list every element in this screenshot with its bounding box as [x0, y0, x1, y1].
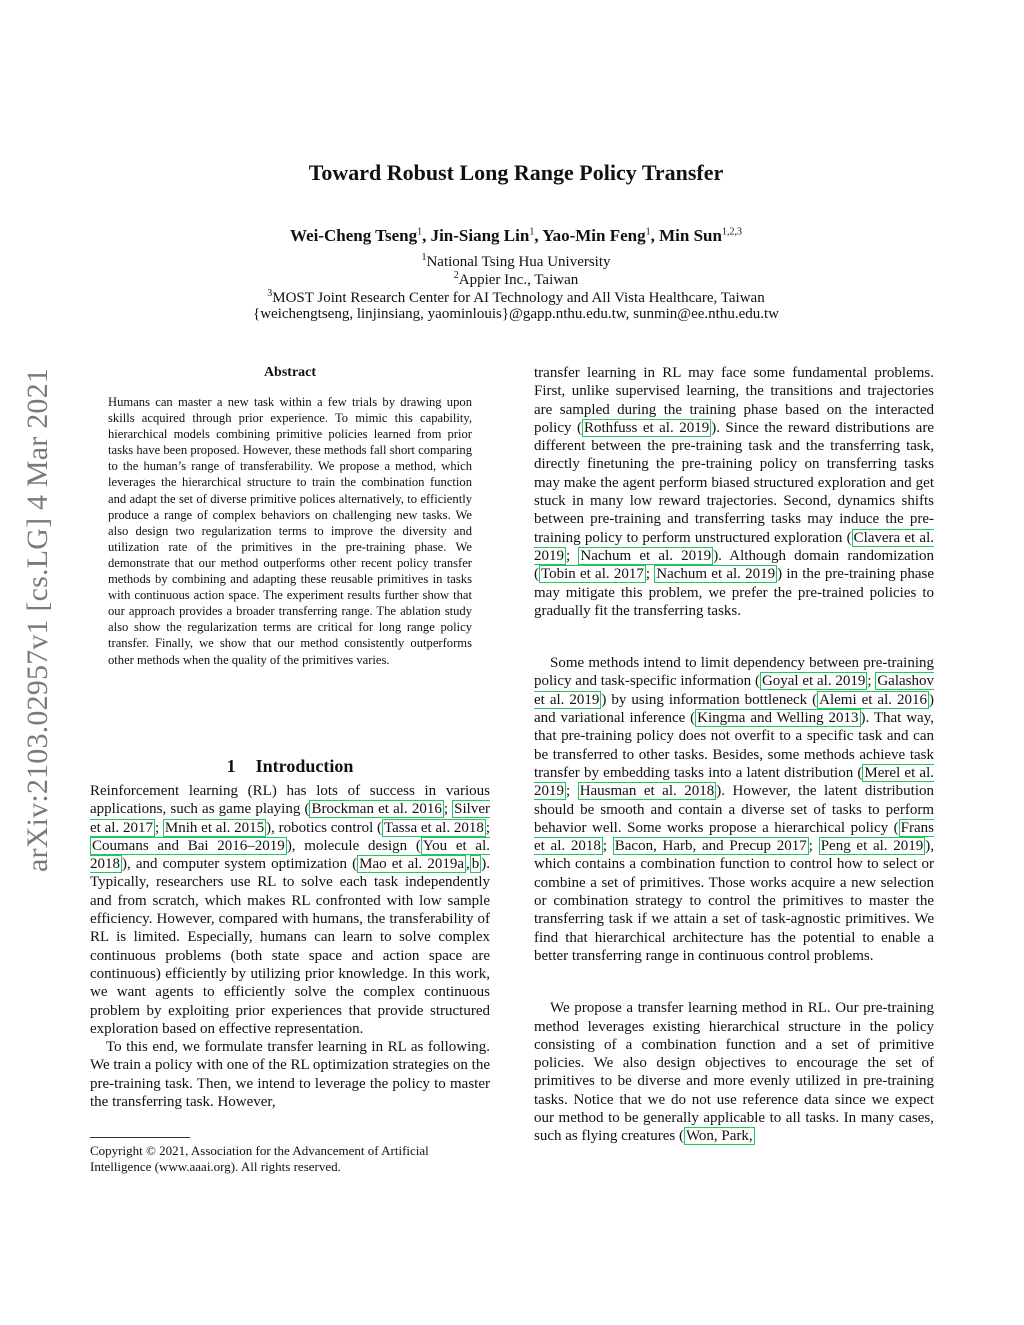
author-emails: {weichengtseng, linjinsiang, yaominlouis}@gapp.nthu.edu.tw, sunmin@ee.nthu.edu.tw	[253, 306, 779, 322]
footnote-divider	[90, 1137, 190, 1138]
intro-paragraph: Reinforcement learning (RL) has lots of success in various applications, such as game playing ( Brockman et al. 2016 ; Silver et al. 2017 ; Mnih et al. 2015 ), robotics control ( Tassa et al. 2018 ; Coumans and Bai 2016–2019 ), molecule design ( You et al. 2018 ), and computer system optimization ( Mao et al. 2019a , b ). Typically, researchers use RL to solve each task independently and from scratch, which makes RL confronted with low sample efficiency. However, compared with humans, the transferability of RL is limited. Especially, humans can learn to solve complex continuous problems (both state space and action space are continuous) efficiently by utilizing prior knowledge. In this work, we want agents to efficiently solve the complex continuous problem by exploiting prior experiences that provide structured exploration based on effective representation.	[90, 783, 491, 1037]
citation-link[interactable]: b	[471, 856, 480, 873]
citation-link[interactable]: Nachum et al. 2019	[656, 566, 776, 583]
citation-link[interactable]: Kingma and Welling 2013	[697, 710, 859, 727]
affiliation-mark: 2	[453, 270, 459, 281]
citation-link[interactable]: Peng et al. 2019	[820, 838, 924, 855]
copyright-footnote: Copyright © 2021, Association for the Advancement of Artificial Intelligence (www.aaai.org). All rights reserved.	[90, 1143, 429, 1174]
citation-link[interactable]: Silver et al. 2017	[90, 801, 490, 836]
citation-link[interactable]: Mnih et al. 2015	[164, 819, 265, 836]
citation-link[interactable]: Rothfuss et al. 2019	[583, 419, 710, 436]
citation-link[interactable]: Brockman et al. 2016	[311, 801, 442, 818]
intro-paragraph: transfer learning in RL may face some fundamental problems. First, unlike supervised learning, the transitions and trajectories are sampled during the training phase based on the interacted policy ( Rothfuss et al. 2019 ). Since the reward distributions are different between the pre-training task and the transferring task, directly finetuning the pre-training policy on transferring tasks may make the agent perform biased structured exploration and get stuck in many low reward trajectories. Second, dynamics shifts between pre-training and transferring tasks may induce the pre-training policy to perform unstructured exploration ( Clavera et al. 2019 ; Nachum et al. 2019 ). Although domain randomization ( Tobin et al. 2017 ; Nachum et al. 2019 ) in the pre-training phase may mitigate this problem, we prefer the pre-trained policies to gradually fit the transferring tasks.	[534, 365, 934, 619]
author-affiliation-mark: 1	[645, 226, 651, 238]
section-title: Introduction	[255, 756, 354, 776]
arxiv-identifier	[0, 0, 60, 1325]
citation-link[interactable]: Nachum et al. 2019	[580, 547, 712, 564]
author-name: Jin-Siang Lin	[430, 226, 530, 245]
intro-right-column	[534, 364, 934, 1146]
author-list: Wei-Cheng Tseng$^1$, Jin-Siang Lin$^1$, Yao-Min Feng$^1$, Min Sun$^{1,2,3}$	[290, 226, 742, 245]
author-name: Wei-Cheng Tseng	[290, 226, 418, 245]
citation-link[interactable]: Galashov et al. 2019	[534, 673, 934, 708]
author-name: Yao-Min Feng	[542, 226, 646, 245]
affiliation-mark: 3	[267, 288, 273, 299]
citation-link[interactable]: You et al. 2018	[90, 837, 491, 873]
citation-link[interactable]: Goyal et al. 2019	[761, 673, 866, 690]
citation-link[interactable]: Hausman et al. 2018	[579, 783, 715, 800]
author-name: Min Sun	[659, 226, 722, 245]
citation-link[interactable]: Won, Park,	[685, 1128, 753, 1145]
intro-paragraph: To this end, we formulate transfer learning in RL as following. We train a policy with one of the RL optimization strategies on the pre-training task. Then, we intend to leverage the policy to master the transferring task. However,	[90, 1039, 490, 1111]
citation-link[interactable]: Mao et al. 2019a	[359, 856, 465, 873]
intro-paragraph: We propose a transfer learning method in RL. Our pre-training method leverages existing hierarchical structure in the policy consisting of a combination function and a set of primitive policies. We also design objectives to encourage the set of primitives to be diverse and more evenly utilized in pre-training tasks. Notice that we do not use reference data since we expect our method to be generally applicable to all tasks. In many cases, such as flying creatures ( Won, Park,	[534, 1000, 934, 1145]
citation-link[interactable]: Tassa et al. 2018	[384, 819, 484, 836]
affiliation-text: MOST Joint Research Center for AI Technology and All Vista Healthcare, Taiwan	[272, 290, 765, 306]
section-heading	[90, 756, 490, 777]
arxiv-identifier-text: arXiv:2103.02957v1 [cs.LG] 4 Mar 2021	[21, 368, 54, 872]
paper-title: Toward Robust Long Range Policy Transfer	[308, 160, 724, 185]
citation-link[interactable]: Alemi et al. 2016	[819, 691, 927, 708]
affiliation-mark: 1	[421, 252, 427, 263]
author-affiliation-mark: 1	[417, 226, 423, 238]
affiliation-line	[0, 288, 1024, 307]
citation-link[interactable]: Frans et al. 2018	[534, 819, 934, 855]
intro-paragraph: Some methods intend to limit dependency between pre-training policy and task-specific information ( Goyal et al. 2019 ; Galashov et al. 2019 ) by using information bottleneck ( Alemi et al. 2016 ) and variational inference ( Kingma and Welling 2013 ). That way, that pre-training policy does not overfit to a specific task and can be transferred to other tasks. Besides, some methods achieve task transfer by embedding tasks into a latent distribution ( Merel et al. 2019 ; Hausman et al. 2018 ). However, the latent distribution should be smooth and contain a diverse set of tasks to perform behavior well. Some works propose a hierarchical policy ( Frans et al. 2018 ; Bacon, Harb, and Precup 2017 ; Peng et al. 2019 ), which contains a combination function to control how to select or combine a set of primitives. Those works acquire a new selection or combination strategy to control the primitives to master the transferring task if we attain a set of task-agnostic primitives. We find that hierarchical architecture has the potential to enable a better transferring range in continuous control problems.	[534, 655, 935, 964]
citation-link[interactable]: Clavera et al. 2019	[534, 529, 934, 564]
abstract-body: Humans can master a new task within a few trials by drawing upon skills acquired through prior experience. To mimic this capability, hierarchical models combining primitive policies learned from prior tasks have been proposed. However, these methods fall short comparing to the human’s range of transferability. We propose a method, which leverages the hierarchical structure to train the combination function and adapt the set of diverse primitive polices alternatively, to efficiently produce a range of complex behaviors on challenging new tasks. We also design two regularization terms to improve the diversity and utilization rate of the primitives in the pre-training phase. We demonstrate that our method outperforms other recent policy transfer methods by combining and adapting these reusable primitives in tasks with continuous action space. The experiment results further show that our approach provides a broader transferring range. The ablation study also show the regularization terms are critical for long range policy transfer. Finally, we show that our method consistently outperforms other methods when the quality of the primitives varies.	[108, 395, 472, 667]
intro-left-column	[90, 782, 490, 1111]
affiliation-line	[0, 252, 1024, 271]
citation-link[interactable]: Tobin et al. 2017	[541, 566, 644, 583]
author-affiliation-mark: 1,2,3	[721, 226, 742, 238]
abstract-heading: Abstract	[263, 365, 317, 380]
affiliation-text: National Tsing Hua University	[426, 254, 611, 270]
section-number: 1	[226, 756, 236, 776]
affiliation-text: Appier Inc., Taiwan	[458, 272, 579, 288]
affiliation-line	[0, 270, 1024, 289]
citation-link[interactable]: Coumans and Bai 2016–2019	[92, 837, 285, 854]
citation-link[interactable]: Bacon, Harb, and Precup 2017	[614, 838, 807, 855]
author-affiliation-mark: 1	[529, 226, 535, 238]
citation-link[interactable]: Merel et al. 2019	[534, 764, 935, 800]
